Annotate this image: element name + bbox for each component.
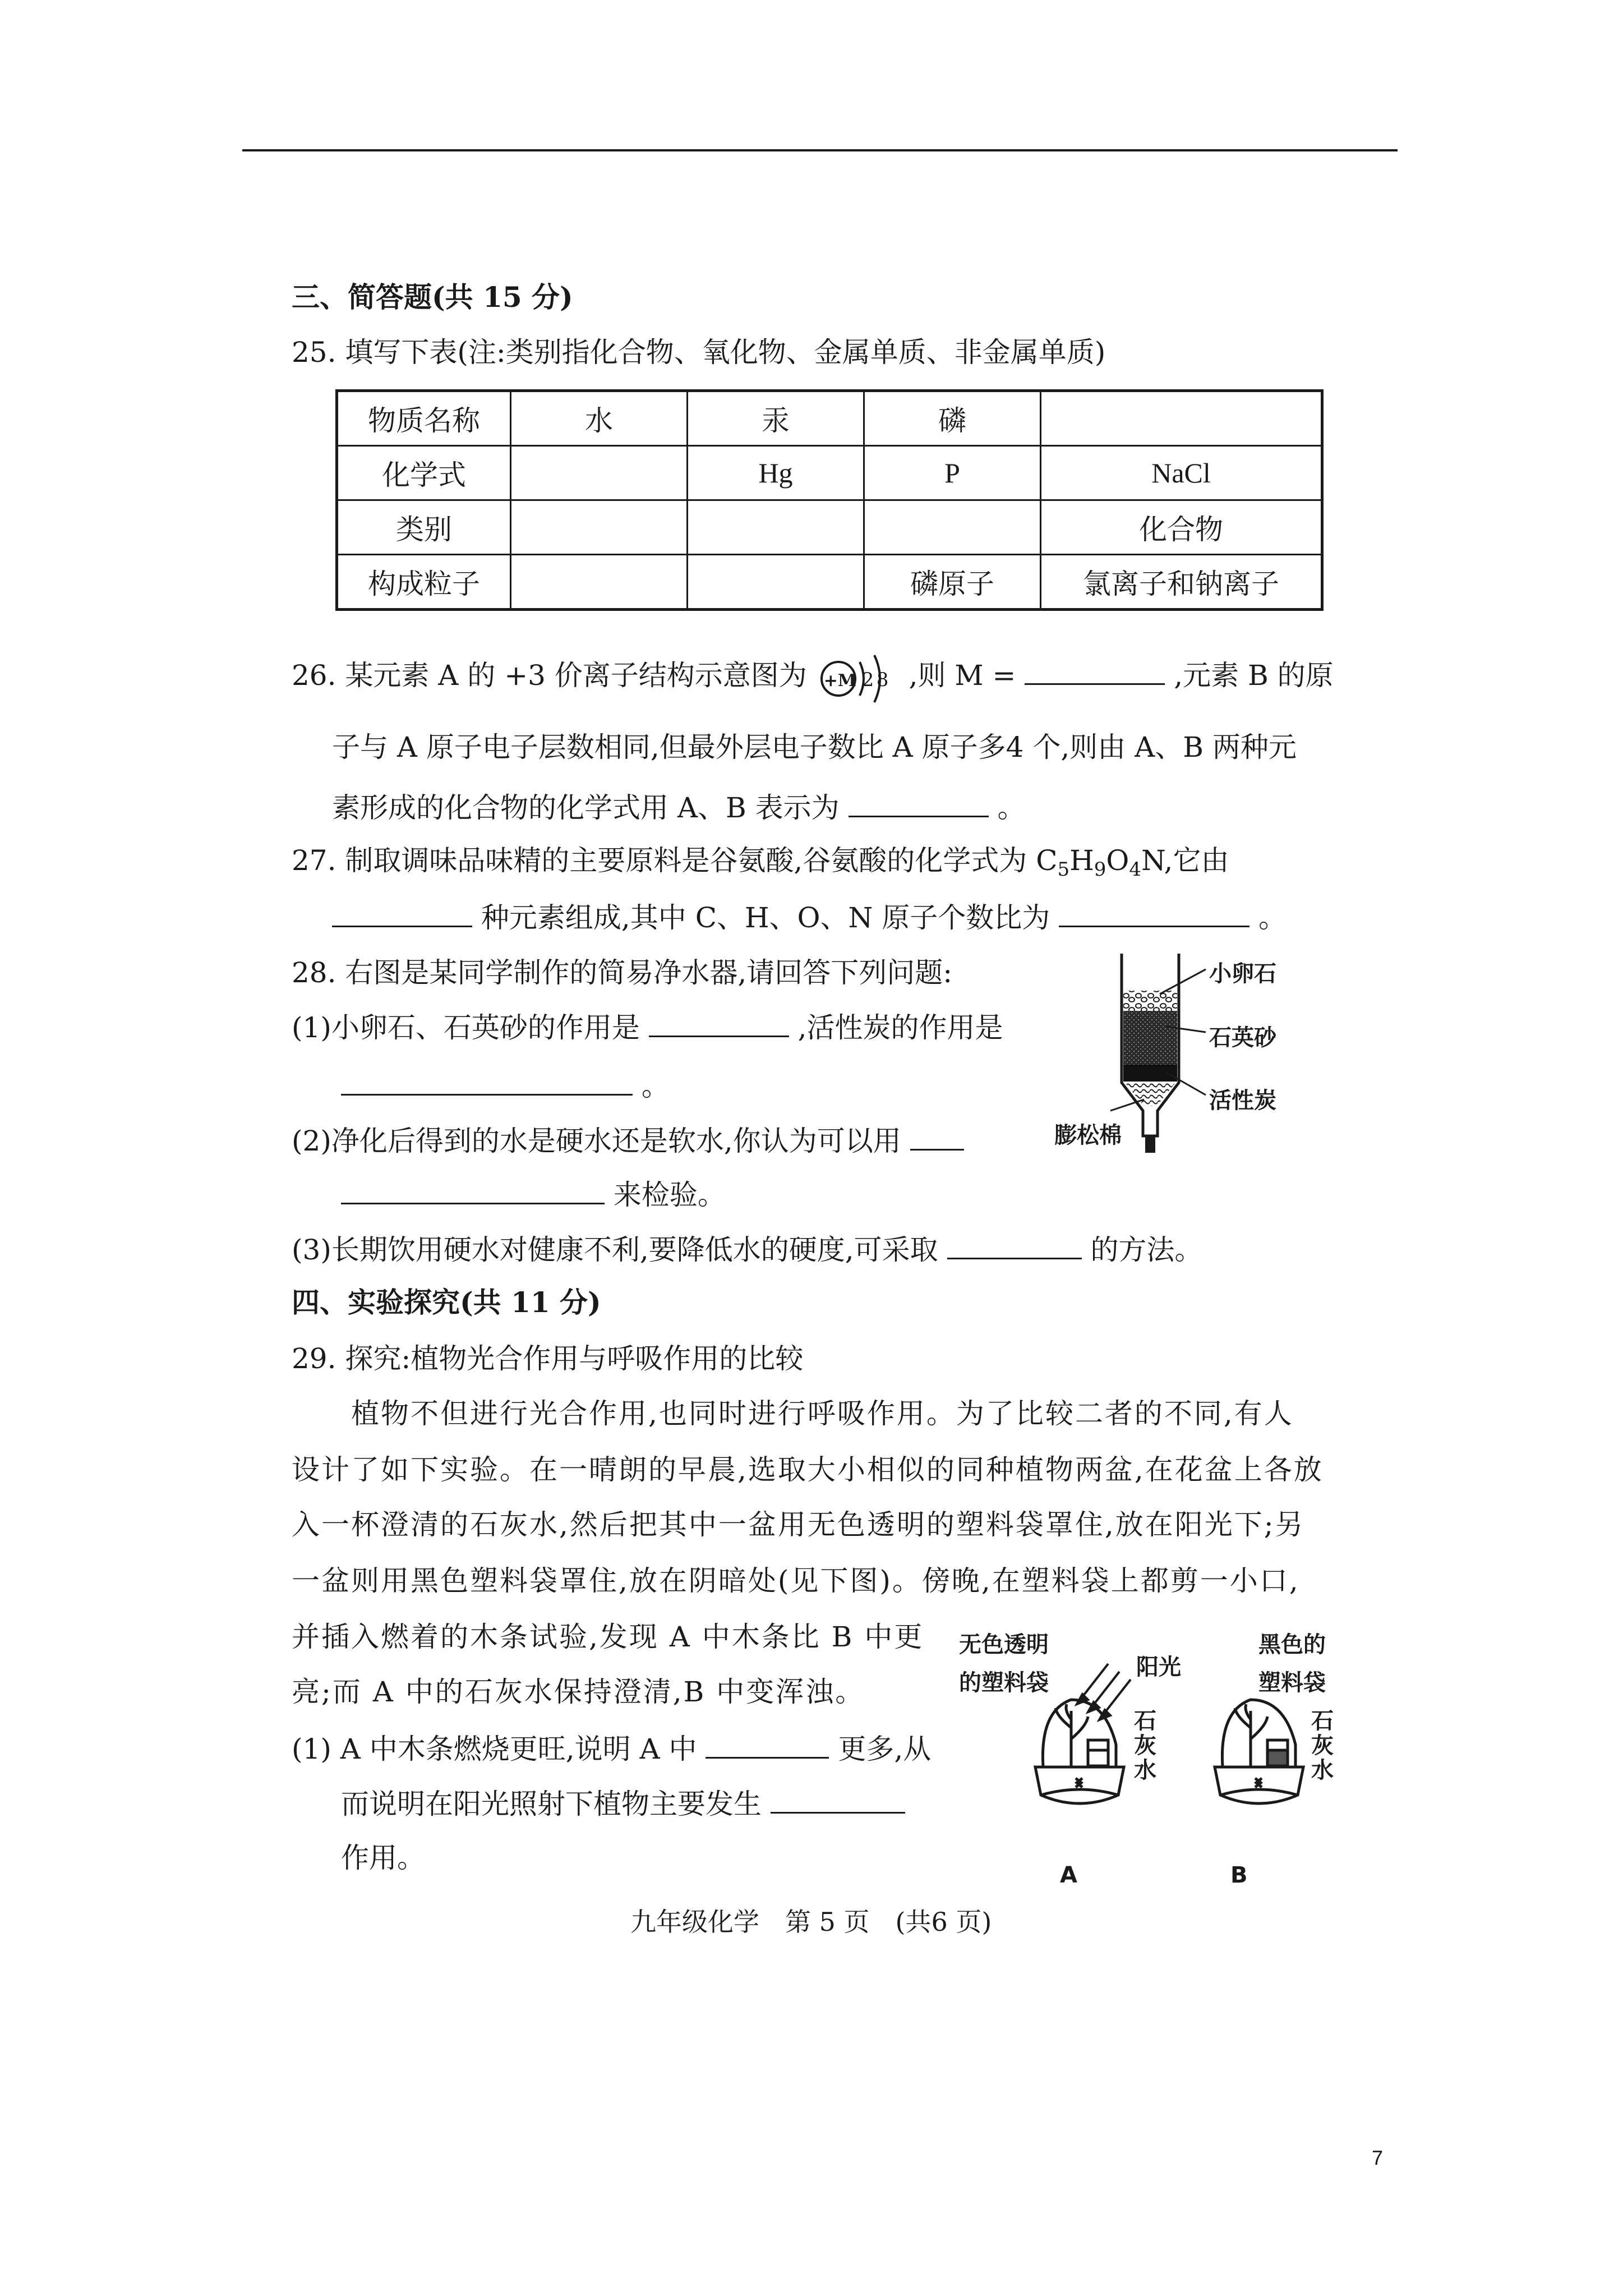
q28-p2 bbox=[292, 1123, 964, 1158]
q27-text-2b: 。 bbox=[1258, 901, 1287, 934]
plant-label-b: B bbox=[1230, 1862, 1248, 1888]
purifier-label-pebble: 小卵石 bbox=[1209, 961, 1276, 987]
q29-blank-process[interactable] bbox=[771, 1786, 905, 1814]
table-cell bbox=[511, 446, 688, 500]
table-cell: 化学式 bbox=[337, 446, 511, 500]
table-row bbox=[337, 391, 1322, 446]
q29-blank-gas[interactable] bbox=[706, 1731, 829, 1759]
q27-text-a: 27. 制取调味品味精的主要原料是谷氨酸,谷氨酸的化学式为 C bbox=[292, 844, 1058, 877]
table-cell: 构成粒子 bbox=[337, 555, 511, 610]
q28-blank-method[interactable] bbox=[947, 1232, 1082, 1259]
q27-line1 bbox=[292, 844, 1229, 886]
ion-structure-diagram bbox=[816, 661, 900, 694]
plant-label-sunlight: 阳光 bbox=[1136, 1654, 1181, 1680]
table-cell bbox=[688, 500, 864, 555]
table-cell: NaCl bbox=[1041, 446, 1322, 500]
plant-label-clear-bag-2: 的塑料袋 bbox=[959, 1670, 1049, 1696]
q29-para-line: 并插入燃着的木条试验,发现 A 中木条比 B 中更 bbox=[292, 1621, 924, 1653]
q28-p1-cont bbox=[341, 1068, 670, 1103]
q27-n: N bbox=[1141, 844, 1164, 877]
table-cell: 磷原子 bbox=[864, 555, 1041, 610]
table-cell: 物质名称 bbox=[337, 391, 511, 446]
q29-text-1c: 而说明在阳光照射下植物主要发生 bbox=[341, 1788, 762, 1820]
q26-text-b: ,则 M = bbox=[909, 659, 1016, 692]
q29-para-line: 一盆则用黑色塑料袋罩住,放在阴暗处(见下图)。傍晚,在塑料袋上都剪一小口, bbox=[292, 1565, 1300, 1597]
q26-line1 bbox=[292, 657, 1334, 694]
plant-label-limewater-b: 石灰水 bbox=[1311, 1708, 1334, 1783]
q28-text-2a: (2)净化后得到的水是硬水还是软水,你认为可以用 bbox=[292, 1125, 901, 1157]
q28-text-3b: 的方法。 bbox=[1090, 1234, 1203, 1266]
q26-text-3a: 素形成的化合物的化学式用 A、B 表示为 bbox=[332, 792, 840, 824]
section-4-title: 四、实验探究(共 11 分) bbox=[292, 1286, 601, 1319]
q26-text-c: ,元素 B 的原 bbox=[1174, 659, 1334, 692]
page-footer: 九年级化学 第 5 页 (共6 页) bbox=[630, 1907, 992, 1937]
q28-stem: 28. 右图是某同学制作的简易净水器,请回答下列问题: bbox=[292, 956, 953, 989]
q28-p1 bbox=[292, 1010, 1003, 1045]
q27-sub-c: 5 bbox=[1057, 858, 1070, 881]
q28-text-3a: (3)长期饮用硬水对健康不利,要降低水的硬度,可采取 bbox=[292, 1234, 938, 1266]
table-cell bbox=[1041, 391, 1322, 446]
q26-text-3b: 。 bbox=[997, 792, 1026, 824]
table-row bbox=[337, 500, 1322, 555]
table-cell bbox=[864, 500, 1041, 555]
table-cell: 化合物 bbox=[1041, 500, 1322, 555]
q28-p3 bbox=[292, 1232, 1202, 1267]
plant-label-black-bag-1: 黑色的 bbox=[1258, 1632, 1326, 1658]
q29-stem: 29. 探究:植物光合作用与呼吸作用的比较 bbox=[292, 1342, 804, 1375]
ion-shell-1-label: 2 bbox=[861, 669, 874, 691]
table-cell: 类别 bbox=[337, 500, 511, 555]
q27-blank-elements[interactable] bbox=[332, 900, 472, 927]
q25-table bbox=[335, 389, 1324, 611]
q27-blank-ratio[interactable] bbox=[1059, 900, 1249, 927]
q26-text-a: 26. 某元素 A 的 +3 价离子结构示意图为 bbox=[292, 659, 807, 692]
q27-sub-o: 4 bbox=[1129, 858, 1141, 881]
q29-para-line: 亮;而 A 中的石灰水保持澄清,B 中变浑浊。 bbox=[292, 1676, 865, 1708]
plant-b bbox=[1215, 1700, 1303, 1803]
q28-text-1c: 。 bbox=[641, 1070, 670, 1102]
q26-line2: 子与 A 原子电子层数相同,但最外层电子数比 A 原子多4 个,则由 A、B 两种元 bbox=[332, 731, 1297, 763]
section-3-title: 三、简答题(共 15 分) bbox=[292, 280, 573, 314]
q29-para-line: 植物不但进行光合作用,也同时进行呼吸作用。为了比较二者的不同,有人 bbox=[351, 1397, 1294, 1430]
table-cell: 汞 bbox=[688, 391, 864, 446]
table-cell bbox=[511, 500, 688, 555]
q27-line2 bbox=[332, 900, 1287, 935]
q28-blank-pebble[interactable] bbox=[649, 1010, 789, 1037]
table-row bbox=[337, 555, 1322, 610]
q27-text-2a: 种元素组成,其中 C、H、O、N 原子个数比为 bbox=[481, 901, 1050, 934]
q25-stem: 25. 填写下表(注:类别指化合物、氧化物、金属单质、非金属单质) bbox=[292, 336, 1106, 369]
q28-blank-test-a[interactable] bbox=[910, 1123, 964, 1151]
purifier-label-cotton: 膨松棉 bbox=[1054, 1122, 1122, 1148]
q26-blank-m[interactable] bbox=[1025, 657, 1165, 685]
header-rule bbox=[242, 149, 1398, 151]
q27-o: O bbox=[1106, 844, 1129, 877]
q29-para-line: 入一杯澄清的石灰水,然后把其中一盆用无色透明的塑料袋罩住,放在阳光下;另 bbox=[292, 1508, 1305, 1541]
q29-p1-cont bbox=[341, 1786, 905, 1821]
q28-text-1a: (1)小卵石、石英砂的作用是 bbox=[292, 1011, 640, 1044]
plant-label-a: A bbox=[1060, 1862, 1077, 1888]
table-cell: 磷 bbox=[864, 391, 1041, 446]
table-row bbox=[337, 446, 1322, 500]
table-cell: Hg bbox=[688, 446, 864, 500]
table-cell bbox=[688, 555, 864, 610]
q29-p1-end: 作用。 bbox=[341, 1842, 425, 1874]
purifier-label-sand: 石英砂 bbox=[1209, 1025, 1276, 1051]
table-cell: P bbox=[864, 446, 1041, 500]
table-cell: 水 bbox=[511, 391, 688, 446]
q28-text-2b: 来检验。 bbox=[613, 1179, 726, 1211]
q26-blank-formula[interactable] bbox=[849, 790, 989, 817]
q29-para-line: 设计了如下实验。在一晴朗的早晨,选取大小相似的同种植物两盆,在花盆上各放 bbox=[292, 1453, 1324, 1486]
q27-h: H bbox=[1069, 844, 1094, 877]
q29-text-1b: 更多,从 bbox=[838, 1733, 932, 1765]
q26-line3 bbox=[332, 790, 1025, 825]
q28-p2-cont bbox=[341, 1177, 726, 1212]
q28-text-1b: ,活性炭的作用是 bbox=[797, 1011, 1003, 1044]
q27-text-b: ,它由 bbox=[1164, 844, 1229, 877]
q27-sub-h: 9 bbox=[1094, 858, 1106, 881]
q28-blank-test-b[interactable] bbox=[341, 1177, 605, 1204]
plant-label-clear-bag-1: 无色透明 bbox=[959, 1632, 1049, 1658]
q29-text-1a: (1) A 中木条燃烧更旺,说明 A 中 bbox=[292, 1733, 697, 1765]
q28-blank-carbon[interactable] bbox=[341, 1068, 633, 1096]
purifier-label-carbon: 活性炭 bbox=[1209, 1088, 1276, 1114]
table-cell: 氯离子和钠离子 bbox=[1041, 555, 1322, 610]
plant-label-limewater-a: 石灰水 bbox=[1134, 1708, 1156, 1783]
page-number: 7 bbox=[1372, 2146, 1384, 2169]
q29-p1 bbox=[292, 1731, 931, 1766]
ion-nucleus-label: +M bbox=[823, 671, 857, 691]
ion-shell-2-label: 8 bbox=[876, 669, 889, 691]
table-cell bbox=[511, 555, 688, 610]
plant-label-black-bag-2: 塑料袋 bbox=[1258, 1670, 1326, 1696]
